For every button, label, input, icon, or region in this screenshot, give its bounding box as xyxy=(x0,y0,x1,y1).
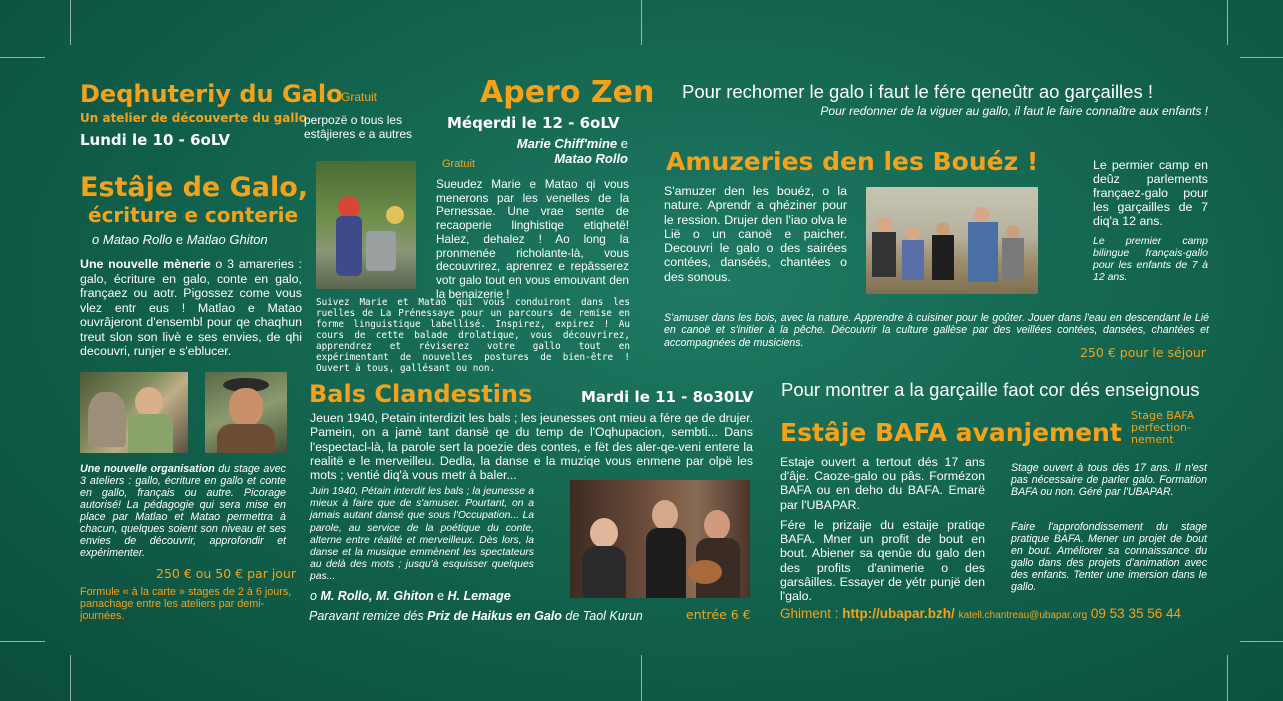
byline-e: e xyxy=(437,589,445,603)
bafa-description-2: Fére le prizaije du estaije pratiqe BAFA. Mner un profit de bout en bout. Abiener sa qenûe du galo den des profits d'animerie o des garsâilles. Essayer de yétr punjë den l'galo. xyxy=(780,518,985,604)
crop-mark xyxy=(70,0,71,45)
contact-label: Ghiment : xyxy=(780,606,839,621)
bals-price: entrée 6 € xyxy=(686,607,751,622)
crop-mark xyxy=(641,0,642,45)
apero-description: Sueudez Marie e Matao qi vous menerons par les venelles de la Pernessae. Une vrae sente de recaoperie linghistiqe etiqhetë! Halez, dehalez ! Ao long la pronmenée richolante-là, vous decouvrirez, aprenrez e repâsserez votr galo tout en vous emouvant den la benaizerie ! xyxy=(436,177,629,301)
amuzeries-description: S'amuzer den les bouéz, o la nature. Aprendr a qhéziner pour le ression. Drujer den l'iao olva le Lië o un canoë e paicher. Decouvri le galo o des sairées contées, danséés, chantées o des sonous. xyxy=(664,184,847,284)
fr-lead: Une nouvelle organisation xyxy=(80,463,215,475)
footer-bold: Priz de Haikus en Galo xyxy=(427,609,562,623)
bafa-description-fr-1: Stage ouvert à tous dès 17 ans. Il n'est pas nécessaire de parler galo. Formation BAFA ou non. Géré par l'UBAPAR. xyxy=(1011,462,1207,498)
byline-e: e xyxy=(620,136,628,151)
contact-line xyxy=(780,606,1181,621)
gratuit-tag: Gratuit xyxy=(341,90,378,104)
ecriture-conterie-title: écriture e conterie xyxy=(88,203,299,227)
estaje-galo-title: Estâje de Galo, xyxy=(80,172,309,203)
camp-photo xyxy=(866,187,1038,294)
apero-photo xyxy=(316,161,416,289)
meqerdi-date: Méqerdi le 12 - 6oLV xyxy=(447,114,620,132)
bals-title: Bals Clandestins xyxy=(309,380,533,408)
bals-date: Mardi le 11 - 8o30LV xyxy=(581,388,754,406)
footer-post: de Taol Kurun xyxy=(565,609,643,623)
bals-photo xyxy=(570,480,750,598)
crop-mark xyxy=(1227,0,1228,45)
bals-description-fr: Juin 1940, Pétain interdit les bals ; la jeunesse a mieux à faire que de s'amuser. Pourtant, on a jamais autant dansé que sous l'Occupation... La parole, au service de la poétique du conte, alterne entre réalité et merveilleux. Dès lors, la danse et la musique emmènent les spectateurs au delà des mots ; jusqu'à esquisser quelques pas... xyxy=(310,486,534,583)
crop-mark xyxy=(1240,641,1283,642)
gratuit-tag: Gratuit xyxy=(442,158,476,170)
crop-mark xyxy=(0,57,45,58)
amuzeries-description-fr: S'amuser dans les bois, avec la nature. Apprendre à cuisiner pour le goûter. Jouer dans l'eau en descendant le Lié en canoë et s'initier à la pêche. Découvrir la culture gallèse par des veillées contées, dansées, chantées et accompagnées de musiciens. xyxy=(664,312,1209,349)
byline-names: Matao Rollo xyxy=(102,232,173,247)
crop-mark xyxy=(1240,57,1283,58)
byline-names: Marie Chiff'mine xyxy=(516,136,618,151)
byline-names2: H. Lemage xyxy=(447,589,511,603)
contact-url[interactable]: http://ubapar.bzh/ xyxy=(842,606,955,621)
crop-mark xyxy=(1227,655,1228,701)
camp-side-note-fr: Le premier camp bilingue français-gallo pour les enfants de 7 à 12 ans. xyxy=(1093,235,1208,283)
stage-byline xyxy=(92,232,268,247)
bals-byline xyxy=(310,589,511,603)
formula-note: Formule « à la carte » stages de 2 à 6 jours, panachage entre les ateliers par demi-journées. xyxy=(80,586,292,622)
bafa-title: Estâje BAFA avanjement xyxy=(780,418,1122,447)
hat-man-photo xyxy=(205,372,287,453)
stage-description xyxy=(80,257,302,359)
stage-price: 250 € ou 50 € par jour xyxy=(156,566,296,581)
bafa-tag: Stage BAFA perfection-nement xyxy=(1131,409,1195,446)
sejour-price: 250 € pour le séjour xyxy=(1080,345,1206,360)
bafa-description-fr-2: Faire l'approfondissement du stage pratique BAFA. Mener un projet de bout en bout. Améliorer sa connaissance du gallo dans des projets d'animation avec des enfants. Tenter une imersion dans le gallo. xyxy=(1011,521,1207,593)
musician-dog-photo xyxy=(80,372,188,453)
desc-body: o 3 amareries : galo, écriture en galo, conte en galo, françaez ou aotr. Pigossez come vous vlez entr eus ! Matlao e Matao ouvrâjeront d'ensembl pour qe chaqhun treut slon son livè e ses envies, de qhi decouvri, runjer e s'eblucer. xyxy=(80,257,302,358)
amuzeries-title: Amuzeries den les Bouéz ! xyxy=(666,147,1039,176)
stage-description-fr xyxy=(80,463,286,559)
deqhuteriy-title: Deqhuteriy du Galo xyxy=(80,80,343,108)
right-headline-fr: Pour redonner de la viguer au gallo, il faut le faire connaître aux enfants ! xyxy=(820,104,1208,118)
byline-e: e xyxy=(175,232,184,247)
bafa-headline: Pour montrer a la garçaille faot cor dés enseignous xyxy=(781,379,1200,400)
byline-o: o xyxy=(310,589,317,603)
crop-mark xyxy=(70,655,71,701)
side-note: perpozë o tous les estâjieres e a autres xyxy=(304,113,413,141)
atelier-subtitle: Un atelier de découverte du gallo xyxy=(80,111,307,125)
contact-email[interactable]: katell.chantreau@ubapar.org xyxy=(958,610,1088,621)
contact-phone: 09 53 35 56 44 xyxy=(1090,606,1181,621)
lundi-date: Lundi le 10 - 6oLV xyxy=(80,131,230,149)
apero-description-fr: Suivez Marie et Matao qui vous conduiront dans les ruelles de La Prénessaye pour un parcours de remise en forme linguistique labellisé. Inspirez, expirez ! Au cours de cette balade drolatique, vous découvrirez, apprendrez et réviserez votre gallo tout en expérimentant de nouvelles postures de bien-être ! Ouvert à tous, gallésant ou non. xyxy=(316,297,630,374)
right-headline: Pour rechomer le galo i faut le fére qeneûtr ao garçailles ! xyxy=(682,81,1153,102)
byline-names2: Matlao Ghiton xyxy=(186,232,268,247)
fr-body: du stage avec 3 ateliers : gallo, écriture en gallo et conte en gallo, français ou autre. Picorage autorisé! La pédagogie qui sera mise en place par Matlao et Matao permettra à chacun, quelques soient son niveau et ses envies de découvrir, approfondir et expérimenter. xyxy=(80,463,286,559)
bals-description: Jeuen 1940, Petain interdizit les bals ; les jeunesses ont mieu a fére qe de drujer. Pamein, on a jamè tant dansë qe du temp de l'Oqhupacion, sembti... Dans l'espectacl-là, la parole sert la poezie des contes, e fët des aler-qe-veni entere la realitë e le merveilleu. Dedla, la danse e la muziqe vous enmene par olpë les mots ; ventié diq'à vous metr à baler... xyxy=(310,411,753,483)
crop-mark xyxy=(641,655,642,701)
byline-o: o xyxy=(92,232,100,247)
bafa-description-1: Estaje ouvert a tertout dés 17 ans d'âje. Caoze-galo ou pâs. Formézon BAFA ou en deho du BAFA. Emarë par l'UBAPAR. xyxy=(780,455,985,512)
bals-footer xyxy=(309,609,643,623)
camp-side-note: Le permier camp en deûz parlements françaez-galo pour les garçailles de 7 diq'a 12 ans. xyxy=(1093,158,1208,228)
apero-zen-title: Apero Zen xyxy=(480,75,655,110)
desc-lead: Une nouvelle mènerie xyxy=(80,257,211,271)
crop-mark xyxy=(0,641,45,642)
byline-names: M. Rollo, M. Ghiton xyxy=(320,589,434,603)
byline-names2: Matao Rollo xyxy=(554,151,628,166)
footer-pre: Paravant remize dés xyxy=(309,609,424,623)
